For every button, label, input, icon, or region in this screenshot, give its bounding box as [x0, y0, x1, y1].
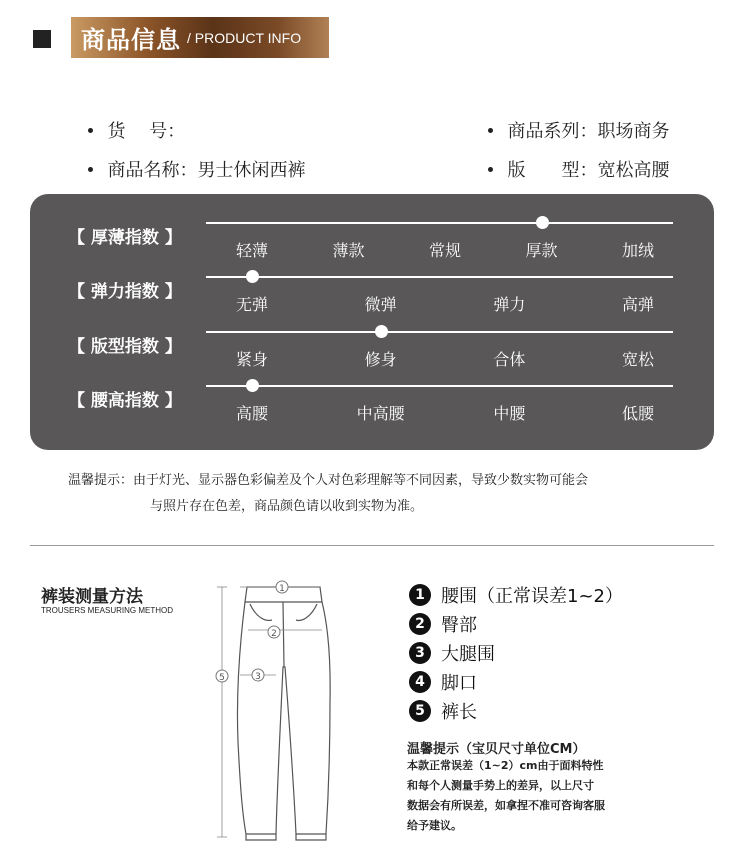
number-badge-icon: 2 — [409, 613, 431, 635]
index-selected-marker — [246, 379, 259, 392]
diagram-marker-1 — [276, 581, 288, 594]
index-option: 紧身 — [235, 350, 269, 369]
index-selected-marker — [536, 216, 549, 229]
divider — [30, 545, 714, 546]
index-track-2 — [206, 331, 673, 333]
tips-line: 数据会有所误差，如拿捏不准可咨询客服 — [407, 799, 605, 812]
tips-title: 温馨提示（宝贝尺寸单位CM） — [407, 742, 586, 757]
note-line-1: 温馨提示：由于灯光、显示器色彩偏差及个人对色彩理解等不同因素，导致少数实物可能会 — [68, 473, 589, 488]
info-name — [77, 135, 305, 182]
measure-item-text: 脚口 — [441, 673, 477, 694]
index-option: 高腰 — [235, 404, 269, 423]
info-series-text: 商品系列：职场商务 — [507, 121, 670, 142]
index-option: 厚款 — [525, 241, 558, 260]
bullet-icon — [88, 167, 93, 172]
measure-item-5 — [409, 698, 477, 724]
index-selected-marker — [375, 325, 388, 338]
info-name-text: 商品名称：男士休闲西裤 — [107, 160, 306, 181]
index-label-1: 【 弹力指数 】 — [68, 282, 182, 302]
index-option: 高弹 — [621, 295, 655, 314]
info-fit-text: 版 型：宽松高腰 — [507, 160, 670, 181]
index-track-0 — [206, 222, 673, 224]
measure-item-text: 大腿围 — [441, 644, 495, 665]
svg-text:5: 5 — [219, 673, 225, 683]
tips-line: 和每个人测量手势上的差异，以上尺寸 — [407, 779, 594, 792]
measure-title: 裤装测量方法 — [41, 587, 143, 607]
measure-item-text: 腰围（正常误差1~2） — [441, 586, 623, 607]
note-line-2: 与照片存在色差，商品颜色请以收到实物为准。 — [150, 499, 424, 514]
diagram-marker-3 — [252, 669, 264, 682]
index-option: 薄款 — [332, 241, 365, 260]
index-option: 修身 — [364, 350, 397, 369]
info-item-no-text: 货 号： — [107, 121, 186, 142]
number-badge-icon: 4 — [409, 671, 431, 693]
measure-item-4 — [409, 669, 477, 695]
index-selected-marker — [246, 270, 259, 283]
trousers-diagram — [210, 572, 350, 847]
index-option: 无弹 — [235, 295, 269, 314]
info-fit — [477, 135, 669, 182]
index-option: 微弹 — [364, 295, 397, 314]
bullet-icon — [88, 128, 93, 133]
index-option: 常规 — [428, 241, 462, 260]
diagram-marker-2 — [268, 626, 280, 639]
index-option: 中高腰 — [356, 404, 405, 423]
index-track-3 — [206, 385, 673, 387]
tips-line: 本款正常误差（1~2）cm由于面料特性 — [407, 759, 604, 772]
section-subtitle: / PRODUCT INFO — [187, 29, 302, 46]
measure-item-text: 裤长 — [441, 702, 477, 723]
svg-text:2: 2 — [271, 629, 277, 639]
index-option: 低腰 — [621, 404, 655, 423]
number-badge-icon: 3 — [409, 642, 431, 664]
svg-text:3: 3 — [255, 672, 261, 682]
index-option: 加绒 — [621, 241, 655, 260]
section-title: 商品信息 — [81, 26, 181, 54]
index-panel — [30, 194, 714, 450]
color-note — [68, 468, 708, 520]
measure-subtitle: TROUSERS MEASURING METHOD — [41, 606, 174, 615]
measure-item-2 — [409, 611, 477, 637]
number-badge-icon: 1 — [409, 584, 431, 606]
index-label-0: 【 厚薄指数 】 — [68, 228, 182, 248]
tips-line: 给予建议。 — [407, 819, 462, 832]
index-option: 宽松 — [621, 350, 655, 369]
index-option: 轻薄 — [235, 241, 269, 260]
bullet-icon — [488, 167, 493, 172]
measure-item-3 — [409, 640, 495, 666]
measure-item-text: 臀部 — [441, 615, 477, 636]
tips-body — [407, 756, 647, 836]
index-option: 弹力 — [493, 295, 526, 314]
number-badge-icon: 5 — [409, 700, 431, 722]
measure-item-1 — [409, 582, 623, 608]
diagram-marker-5 — [216, 670, 228, 683]
index-option: 中腰 — [493, 404, 526, 423]
index-option: 合体 — [493, 350, 526, 369]
index-label-2: 【 版型指数 】 — [68, 337, 182, 357]
index-label-3: 【 腰高指数 】 — [68, 391, 182, 411]
svg-text:1: 1 — [279, 584, 285, 594]
index-track-1 — [206, 276, 673, 278]
bullet-icon — [488, 128, 493, 133]
section-banner — [71, 17, 329, 58]
header-square-icon — [33, 30, 51, 48]
